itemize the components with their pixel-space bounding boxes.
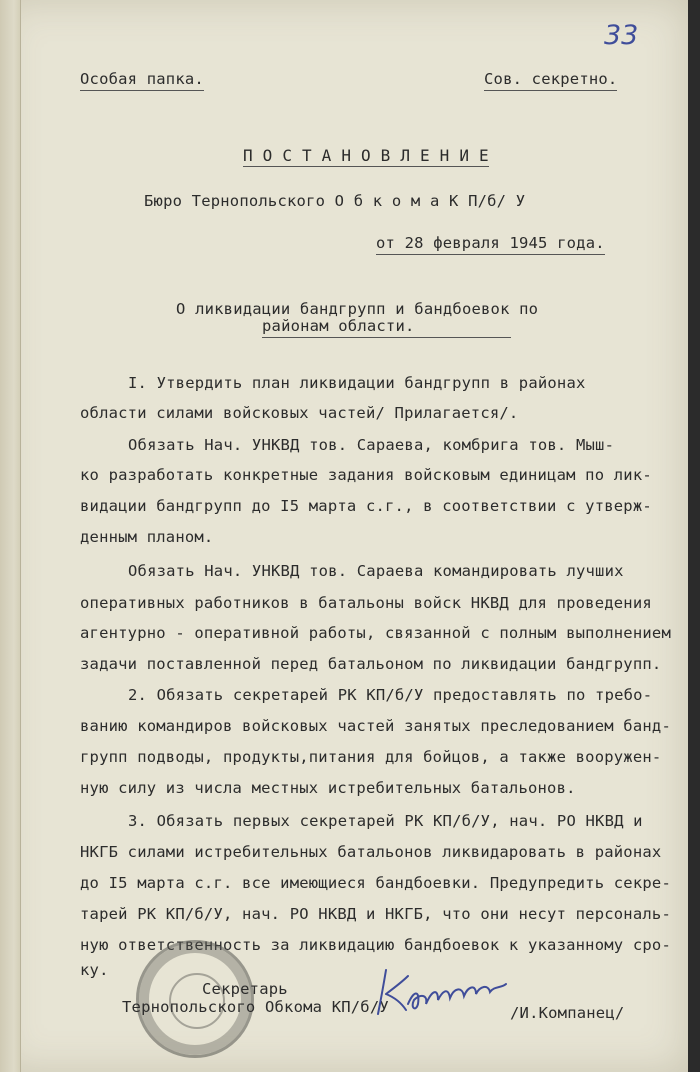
body-line: тарей РК КП/б/У, нач. РО НКВД и НКГБ, что они несут персональ- — [80, 905, 671, 923]
header-left: Особая папка. — [80, 72, 204, 91]
body-line: до I5 марта с.г. все имеющиеся бандбоевки. Предупредить секре- — [80, 874, 671, 892]
body-line: ную силу из числа местных истребительных батальонов. — [80, 779, 576, 797]
signatory-name: /И.Компанец/ — [510, 1004, 625, 1022]
binding-strip — [0, 0, 21, 1072]
page-edge — [688, 0, 700, 1072]
signatory-title: Секретарь — [202, 980, 288, 998]
body-line: групп подводы, продукты,питания для бойцов, а также вооружен- — [80, 748, 662, 766]
subject-line-1: О ликвидации бандгрупп и бандбоевок по — [176, 300, 539, 318]
body-line: ку. — [80, 961, 109, 979]
folio-number: 33 — [604, 20, 639, 51]
body-line: денным планом. — [80, 528, 214, 546]
document-title: П О С Т А Н О В Л Е Н И Е — [243, 146, 489, 165]
body-line: НКГБ силами истребительных батальонов ликвидаровать в районах — [80, 843, 662, 861]
bureau-line: Бюро Тернопольского О б к о м а К П/б/ У — [144, 192, 526, 210]
body-line: агентурно - оперативной работы, связанной с полным выполнением — [80, 624, 671, 642]
header-right: Сов. секретно. — [484, 72, 617, 91]
body-line: ную ответственность за ликвидацию бандбоевок к указанному сро- — [80, 936, 671, 954]
signatory-organization: Тернопольского Обкома КП/б/У — [122, 998, 389, 1016]
body-line: 2. Обязать секретарей РК КП/б/У предоставлять по требо- — [128, 686, 653, 704]
body-line: 3. Обязать первых секретарей РК КП/б/У, нач. РО НКВД и — [128, 812, 643, 830]
body-line: Обязать Нач. УНКВД тов. Сараева, комбрига тов. Мыш- — [128, 436, 615, 454]
body-line: Обязать Нач. УНКВД тов. Сараева командировать лучших — [128, 562, 624, 580]
body-line: ко разработать конкретные задания войсковым единицам по лик- — [80, 466, 652, 484]
body-line: оперативных работников в батальоны войск НКВД для проведения — [80, 594, 652, 612]
handwritten-signature — [372, 964, 512, 1024]
body-line: задачи поставленной перед батальоном по ликвидации бандгрупп. — [80, 655, 662, 673]
body-line: ванию командиров войсковых частей занятых преследованием банд- — [80, 717, 671, 735]
body-line: видации бандгрупп до I5 марта с.г., в соответствии с утверж- — [80, 497, 652, 515]
body-line: I. Утвердить план ликвидации бандгрупп в районах — [128, 374, 586, 392]
date-line: от 28 февраля 1945 года. — [376, 236, 605, 255]
subject-line-2: районам области. — [262, 319, 511, 338]
body-line: области силами войсковых частей/ Прилагается/. — [80, 404, 519, 422]
